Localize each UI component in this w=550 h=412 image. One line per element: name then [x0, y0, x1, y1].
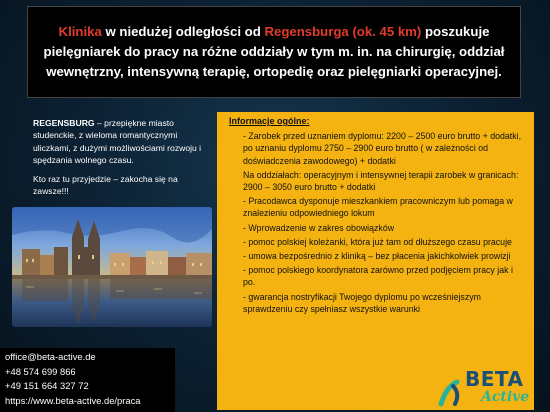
- info-item: - gwarancja nostryfikacji Twojego dyplomu po wcześniejszym sprawdzeniu czy spełniasz wszystkie warunki: [243, 291, 481, 314]
- header-text-2: poszukuje pielęgniarek do pracy na różne oddziały w tym m. in. na chirurgię, oddział wewnętrzny, intensywną terapię, ortopedię oraz pielęgniarki operacyjnej.: [43, 24, 505, 79]
- info-title: Informacje ogólne:: [229, 116, 310, 126]
- logo-name: BETA: [465, 367, 524, 391]
- header-banner: [27, 6, 521, 98]
- contact-box: [0, 348, 175, 412]
- header-text: [38, 22, 510, 82]
- city-tagline: Kto raz tu przyjedzie – zakocha się na zawsze!!!: [33, 173, 178, 197]
- city-paragraph: [33, 117, 208, 167]
- info-item: - pomoc polskiej koleżanki, która już tam od dłuższego czasu pracuje: [243, 236, 512, 247]
- header-text-1: w niedużej odległości od: [101, 24, 265, 39]
- regensburg-photo: [12, 207, 212, 327]
- beta-active-logo: [435, 362, 535, 408]
- logo-mark-icon: [435, 364, 467, 408]
- header-city: Regensburga (ok. 45 km): [264, 24, 422, 39]
- info-item: - Zarobek przed uznaniem dyplomu: 2200 – 2500 euro brutto + dodatki, po uznaniu dyplomu 2750 – 2900 euro brutto ( w zależności od doświadczenia zawodowego) + dodatki: [243, 131, 522, 166]
- info-item: - umowa bezpośrednio z kliniką – bez płacenia jakichkolwiek prowizji: [243, 251, 511, 262]
- header-clinic: Klinika: [58, 24, 102, 39]
- city-description: [33, 117, 208, 203]
- logo-subtitle: Active: [481, 389, 530, 405]
- info-item: - Pracodawca dysponuje mieszkankiem pracowniczym lub pomaga w znalezieniu odpowiedniego lokum: [243, 196, 513, 219]
- contact-website[interactable]: https://www.beta-active.de/praca: [5, 394, 141, 406]
- contact-email[interactable]: office@beta-active.de: [5, 351, 96, 362]
- info-item: - pomoc polskiego koordynatora zarówno przed podjęciem pracy jak i po.: [243, 265, 513, 288]
- contact-phone-pl[interactable]: +48 574 699 866: [5, 365, 76, 377]
- city-text: – przepiękne miasto studenckie, z wieloma romantycznymi uliczkami, z dużymi możliwościami rozwoju i spędzania wolnego czasu.: [33, 118, 202, 166]
- info-item: - Wprowadzenie w zakres obowiązków: [243, 222, 395, 233]
- city-name: REGENSBURG: [33, 118, 95, 128]
- info-item: Na oddziałach: operacyjnym i intensywnej terapii zarobek w granicach: 2900 – 3050 euro brutto + dodatki: [243, 169, 519, 193]
- contact-phone-de[interactable]: +49 151 664 327 72: [5, 380, 89, 392]
